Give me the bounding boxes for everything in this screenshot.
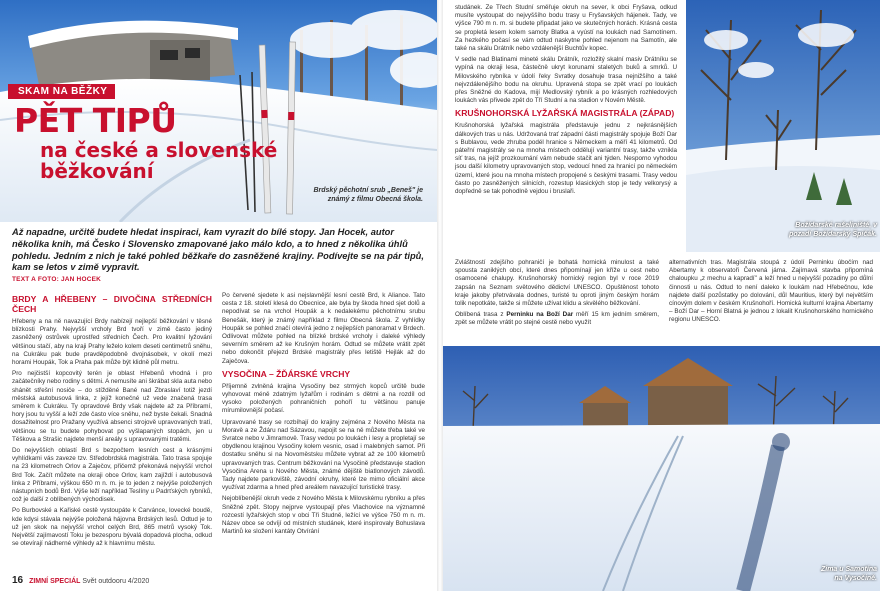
- paragraph: studánek. Ze Třech Studní směřuje okruh na sever, k obci Fryšava, odkud musíte vystoupat do nejvyššího bodu trasy u Fryšavských hájenek. Tady, ve výšce 790 m n. m. si budete připadat jako ve skutečných horách. Krásná cesta se propletá lesem kolem samoty Blatka a vyústí na loukách nad Samotínem. Za hezkého počasí se vám odtud naskytne pohled nejenom na Samotín, ale také na skálu Drátník nebo vzdálenější Buchtův kopec.: [455, 4, 677, 53]
- magazine-section: ZIMNÍ SPECIÁL: [29, 578, 81, 585]
- byline: TEXT A FOTO: JAN HOCEK: [12, 276, 102, 283]
- section-heading-vysocina: VYSOČINA – ŽĎÁRSKÉ VRCHY: [222, 368, 351, 379]
- paragraph: Po červené sjedete k asi nejslavnější lesní cestě Brd, k Aliance. Tato cesta z 18. století klesá do Obecnice, ale byla by škoda hned sjet dolů a nepodívat se na vrchol Houpák a k nedalekému pěchotnímu srubu Benešák, který je známý například z filmu Obecná škola. Z vyhlídky Houpák se pohled značí otevírá jedno z nejlepších panoramat v Brdech. Odlivovat můžete pohled na blízké brdské vrcholy i daleké výhledy severním směrem až ke Krušným horám. Odtud se můžete vrátit zpět nebo dokončit přejezd Brdské magistrály přes letiště Hejlák až do Zaječova.: [222, 292, 425, 365]
- paragraph: Krušnohorská lyžařská magistrála představuje jednu z nejkrásnějších dálkových tras u nás. Udržovaná trať západní části magistrály spojuje Boží Dar s Bublavou, vede zhruba podél hranice s Německem a měří 41 kilometrů. Od páteřní magistrály se na mnoha místech oddělují variantní trasy, takže vznikla síť tras, na jejíž prozkoumání vám nebude stačit ani týden. Nesporno vyhodou jsou další kilometry upravovaných stop, vedoucí hned za hranicí po německém území, které jsou na mnoha místech propojené s českými trasami. Trasy vedou často po zasněžených silnicích, rozestup klasických stop je tedy velkorysý a dopředně se tak pohodlně vejdou i bruslaři.: [455, 122, 677, 196]
- text-column-3: [455, 4, 677, 199]
- text-column-5: [669, 259, 873, 328]
- text-column-4: [455, 259, 659, 331]
- page-number: 16: [12, 575, 24, 586]
- samotin-photo: [443, 346, 880, 591]
- paragraph-intro: Oblíbená trasa z: [455, 311, 507, 319]
- paragraph: Po Burbovské a Kařiské cestě vystoupáte k Carvánce, lovecké boudě, kde kdysi stávala nejvýše položená hájovna Brdských lesů. Odtud je to už jen skok na nejvyšší vrchol celých Brd, 865 metrů vysoký Tok. Největší zajímavostí Toku je bezesporu bývalá dopadová plocha, odkud se otevírají nádherné výhledy až k hlavnímu městu.: [12, 507, 212, 548]
- paragraph: [455, 311, 659, 327]
- text-column-2: [222, 292, 425, 539]
- paragraph: Upravované trasy se rozbíhají do krajiny zejména z Nového Města na Moravě a ze Ždáru nad Sázavou, napojit se na ně můžete třeba také ve Svratce nebo v Jimramově. Trasy vedou po loukách i lesy a propletají se obydlenou krajinou Vysočiny kolem vesnic, osad i malebných samot. Při dostatku sněhu si na Novoměstsku můžete vybrat až ze 100 kilometrů upravovaných tras. Centrum běžkování na Vysočině představuje stadion Vysočina Arena u Nového Města, známé dějiště biatlonových závodů. Tady najdete parkoviště, závodní okruhy, které lze mimo oficiální akce využívat zdarma a hned před areálem navazující turistické trasy.: [222, 418, 425, 492]
- text-column-1: [12, 292, 212, 551]
- paragraph: Zvláštností zdejšího pohraničí je bohatá hornická minulost a také spousta zaniklých obcí, které dnes připomínají jen kříže u cest nebo osamocené chalupy. Krušnohorský hornický region byl v roce 2019 zapsán na Seznam světového dědictví UNESCO. Opuštěnost tohoto kraje jakoby přetrvávala dodnes, turisté tu oproti jiným českým horám tolik nepotkáte, takže si můžete užívat klidu a skvělého běžkování.: [455, 259, 659, 308]
- samotin-illustration: [443, 346, 880, 591]
- section-heading-krusnohorska: KRUŠNOHORSKÁ LYŽAŘSKÁ MAGISTRÁLA (ZÁPAD): [455, 108, 675, 119]
- peatbog-illustration: [686, 0, 880, 252]
- paragraph: Do nejvyšších oblastí Brd s bezpočtem lesních cest a krásnými vyhlídkami vás zaveze tzv. Středobrdská magistrála. Tato trasa spojuje na 23 kilometrech Orlov a Zaječov, přičemž překonává nejvyšší vrchol Brd Tok. Začít můžete na okraji obce Orlov, kam zajíždí i autobusová linka z Příbrami, výškou 650 m n. m. je to jeden z nejvýše položených nástupních bodů Brd. Výše leží například Teslíny u Padrťských rybníků, což je další z oblíbených východisek.: [12, 447, 212, 504]
- peatbog-photo: [686, 0, 880, 252]
- issue-label: Svět outdooru 4/2020: [82, 578, 150, 585]
- route-name: Perninku na Boží Dar: [506, 311, 574, 319]
- paragraph: Nejoblíbenější okruh vede z Nového Města k Milovskému rybníku a přes Sněžné zpět. Stopy nejprve vystoupají přes Vlachovice na významné rozcestí lyžařských stop v obci Tři Studně, ležící ve výšce 750 m n. m. Název obce se odvíjí od místních studánek, které inspirovaly Bohuslava Martinů ke složení kantáty Otvírání: [222, 495, 425, 536]
- article-title: PĚT TIPŮ: [14, 101, 177, 140]
- paragraph: alternativních tras. Magistrála stoupá z údolí Perninku úbočím nad Abertamy k observatoři Červená jáma. Zajímavá stavba připomíná chaloupku „z mechu a kapradí" a leží hned u nejvyšší pozadiny po důlní činnosti u nás. Odtud to není daleko k loukám nad Hřebečnou, kde najdete další pozůstatky po dolování, důl Mauritius, který byl největším cínovým dolem v českém Krušnohoří. Homická kulturní krajina Abertamy – Boží Dar – Horní Blatná je jednou z lokalit Krušnohorského hornického regionu UNESCO.: [669, 259, 873, 324]
- paragraph: V sedle nad Blatinami mineté skálu Drátník, rozložitý skalní masiv Drátníku se vypíná na okraji lesa, částečně ukryt korunami staletých buků a smrků. U Milovského rybníka v údolí řeky Svratky dosahuje trasa nejnižšího a také nejvzdálenějšího bodu na okruhu. Upravená stopa se zpět vrací po loukách přes Sněžné do Kadova, mijí Medlovský rybník a po krásných rozhledových loukách vás přivede zpět do Tří Studní a na stadion v Novém Městě.: [455, 56, 677, 105]
- peatbog-caption: Božídarské rašeliniště, v pozadí Božídarský Špičák.: [789, 222, 877, 238]
- left-page: [0, 0, 437, 591]
- hero-photo: [0, 0, 437, 222]
- paragraph: Pro nejčistší kopcovitý terén je oblast Hřebenů vhodná i pro začátečníky nebo rodiny s dětmi. A nemusíte ani škrábat skla auta nebo shánět střešní nosiče – do stížděné Bané nad Zbraslaví totiž jezdí městská autobusová linka, z jejíž konečné už vede značená trasa směrem k Cukráku. Ty opravdové Brdy však najdete až za Příbramí, hory jsou tu vyšší a leží zde často více sněhu, než byste čekali. Snadná dosažitelnost pro Pražany využívá absenci strojově upravovaných tratí, většinou se tu budete pohybovat po vyšlapaných stopách, jen u Těškova a Strašic najdete menší areály s upravovanými tratěmi.: [12, 370, 212, 443]
- page-footer: [12, 575, 149, 586]
- lead-paragraph: Až napadne, určitě budete hledat inspiraci, kam vyrazit do bílé stopy. Jan Hocek, autor několika knih, má Česko i Slovensko zmapované jako málo kdo, a to hned z několika úhlů pohledu. Jedním z nich je také pohled běžkaře do zasněžené krajiny. Podívejte se na pár tipů, kam se letos v zimě vypravit.: [12, 227, 424, 273]
- right-page: [443, 0, 880, 591]
- section-kicker: SKAM NA BĚŽKY: [8, 84, 115, 99]
- hero-photo-caption: Brdský pěchotní srub „Beneš" je známý z filmu Obecná škola.: [313, 187, 423, 203]
- samotin-caption: Zima u Samotína na Vysočině.: [820, 566, 877, 582]
- paragraph-continued: měří 15 km jedním směrem, zpět se můžete vrátit po stejné cestě nebo využít: [455, 311, 659, 327]
- paragraph: Příjemně zvlněná krajina Vysočiny bez strmých kopců určitě bude vyhovovat méně zdatným lyžařům i rodinám s dětmi a na rozdíl od vysoko položených pohraničních pohoří tu většinou panuje mírumilovnější počasí.: [222, 382, 425, 415]
- article-subtitle: na české a slovenské běžkování: [40, 138, 278, 183]
- paragraph: Hřebeny a na ně navazující Brdy nabízejí nejlepší běžkování v těsné blízkosti Prahy. Nejvyšší vrcholy Brd tvoří v zimě často jediný zasněžený ostrůvek uprostřed středních Čech. Pro kvalitní lyžování většinou stačí, aby na kraji Prahy leželo kolem deseti centimetrů sněhu, na Cukráku pak bude pravděpodobně dvojnásobek, v okolí mezi horami Houpák, Tok a Praha pak může být klidně půl metru.: [12, 318, 212, 367]
- section-heading-brdy: BRDY A HŘEBENY – DIVOČINA STŘEDNÍCH ČECH: [12, 294, 212, 314]
